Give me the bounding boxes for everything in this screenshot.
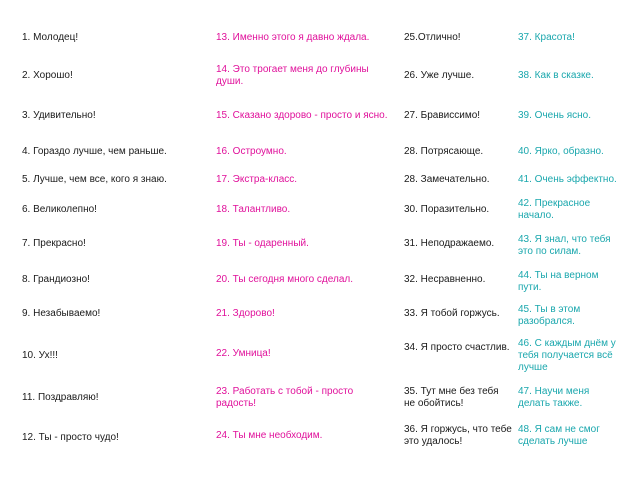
phrase-item: 36. Я горжусь, что тебе это удалось! — [404, 424, 512, 447]
phrase-item: 22. Умница! — [216, 348, 271, 359]
phrase-item: 28. Замечательно. — [404, 174, 490, 185]
phrase-item: 21. Здорово! — [216, 308, 275, 319]
praise-phrases-sheet — [14, 18, 628, 466]
phrase-item: 7. Прекрасно! — [22, 238, 86, 249]
phrase-item: 28. Потрясающе. — [404, 146, 484, 157]
phrase-item: 20. Ты сегодня много сделал. — [216, 274, 353, 285]
phrase-item: 40. Ярко, образно. — [518, 146, 604, 157]
phrase-item: 34. Я просто счастлив. — [404, 342, 510, 353]
phrase-item: 18. Талантливо. — [216, 204, 291, 215]
phrase-item: 2. Хорошо! — [22, 70, 73, 81]
phrase-item: 3. Удивительно! — [22, 110, 96, 121]
phrase-item: 25.Отлично! — [404, 32, 461, 43]
phrase-item: 41. Очень эффектно. — [518, 174, 617, 185]
phrase-item: 46. С каждым днём у тебя получается всё лучше — [518, 338, 616, 373]
phrase-item: 19. Ты - одаренный. — [216, 238, 309, 249]
phrase-item: 44. Ты на верном пути. — [518, 270, 599, 293]
phrase-item: 23. Работать с тобой - просто радость! — [216, 386, 354, 409]
phrase-item: 12. Ты - просто чудо! — [22, 432, 119, 443]
phrase-item: 35. Тут мне без тебя не обойтись! — [404, 386, 499, 409]
phrase-item: 9. Незабываемо! — [22, 308, 101, 319]
phrase-item: 33. Я тобой горжусь. — [404, 308, 500, 319]
phrase-item: 8. Грандиозно! — [22, 274, 90, 285]
phrase-item: 1. Молодец! — [22, 32, 79, 43]
phrase-item: 38. Как в сказке. — [518, 70, 594, 81]
phrase-item: 10. Ух!!! — [22, 350, 58, 361]
phrase-item: 47. Научи меня делать также. — [518, 386, 590, 409]
phrase-item: 16. Остроумно. — [216, 146, 287, 157]
phrase-item: 26. Уже лучше. — [404, 70, 475, 81]
phrase-item: 42. Прекрасное начало. — [518, 198, 591, 221]
phrase-item: 6. Великолепно! — [22, 204, 97, 215]
phrase-item: 27. Брависсимо! — [404, 110, 481, 121]
phrase-item: 14. Это трогает меня до глубины души. — [216, 64, 369, 87]
phrase-item: 13. Именно этого я давно ждала. — [216, 32, 370, 43]
phrase-item: 43. Я знал, что тебя это по силам. — [518, 234, 611, 257]
phrase-item: 11. Поздравляю! — [22, 392, 99, 403]
phrase-item: 24. Ты мне необходим. — [216, 430, 323, 441]
phrase-item: 15. Сказано здорово - просто и ясно. — [216, 110, 388, 121]
phrase-item: 31. Неподражаемо. — [404, 238, 495, 249]
phrase-item: 17. Экстра-класс. — [216, 174, 298, 185]
phrase-item: 37. Красота! — [518, 32, 575, 43]
phrase-item: 4. Гораздо лучше, чем раньше. — [22, 146, 167, 157]
phrase-item: 30. Поразительно. — [404, 204, 490, 215]
phrase-item: 32. Несравненно. — [404, 274, 486, 285]
phrase-item: 45. Ты в этом разобрался. — [518, 304, 581, 327]
phrase-item: 39. Очень ясно. — [518, 110, 592, 121]
phrase-item: 48. Я сам не смог сделать лучше — [518, 424, 600, 447]
phrase-item: 5. Лучше, чем все, кого я знаю. — [22, 174, 167, 185]
